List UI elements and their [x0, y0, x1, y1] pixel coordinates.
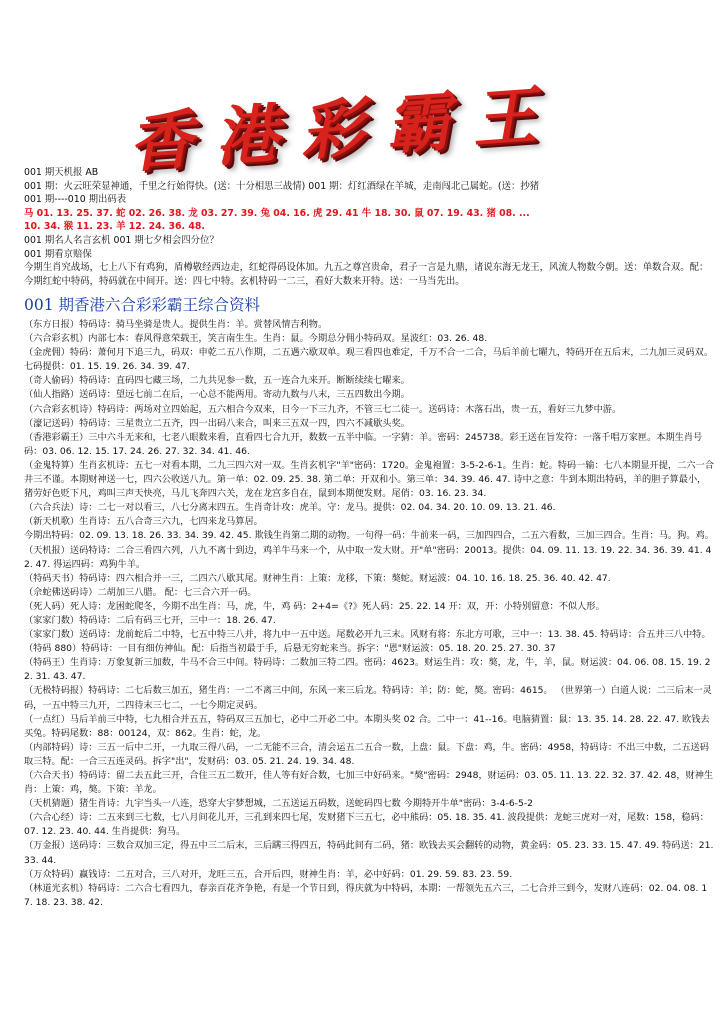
top-line: 001 期看京赔保: [24, 248, 92, 260]
entry-paragraph: （六合天书）特码诗：留二去五此三开，合住三五二数开，佳人等有好合数，七加三中好码来。"獒"密码：2948，财运码：03. 05. 11. 13. 22. 32. 37. 42. 48，财神生肖：上策：鸡，獒。下策：羊龙。: [24, 770, 714, 796]
top-line: 001 期天机报 AB: [24, 167, 99, 178]
banner-title: 香港彩霸王: [126, 77, 561, 182]
entry-paragraph: （万金报）送码诗：三数合双加三定，得五中三二后末，三后蹒三得四五，特码此间有二码，猪：欧钱去买会翻转的动物，黄金码：05. 23. 33. 15. 47. 49. 特码送：21. 33. 44.: [24, 840, 714, 866]
entry-paragraph: （香港彩霸王）三中六斗无来和，七老八眼数来看，直看四七合九开，数数一五半中临。一字猜：羊。密码：245738。彩王送在旨发符：一落千唱万家匣。本期生肖号码：03. 06. 12. 15. 17. 24. 26. 27. 32. 34. 41. 46.: [24, 431, 703, 457]
entry-paragraph: （新天机歌）生肖诗：五八合奇三六九，七四来龙马算居。: [24, 516, 263, 528]
entry-paragraph: （奇人偷码）特码诗：直码四七藏三场，二九共见参一数，五一连合九来开。断断续续七曜来。: [24, 375, 410, 387]
entry-paragraph: （内部特码）诗：三五一后中二开，一九取三得八码，一二无能不三合，清会运五二五合一数，上盘：鼠。下盘：鸡，牛。密码：4958，特码诗：不出三中数，二五送码取三特。配：一合三五连灵码。拆字"出"，发财码：03. 05. 21. 24. 19. 34. 48.: [24, 741, 709, 767]
section-heading: 001 期香港六合彩彩霸王综合资料: [24, 296, 261, 314]
entry-paragraph: （天机报）送码特诗：二合三看四六列，八九不离十到边，鸡羊牛马来一个，从中取一发大财。开"单"密码：20013。提供：04. 09. 11. 13. 19. 22. 34. 36. 39. 41. 42. 47. 得运四码：鸡狗牛羊。: [24, 544, 712, 570]
top-line: 001 期：火云旺荣显神通，千里之行始得快。(送：十分相思三战情) 001 期：灯红酒绿在羊城，走南闯北己属蛇。(送：抄猪: [24, 180, 540, 192]
entry-paragraph: （特码 880）特码诗：一目有细仿神仙。配：后指当初最于手，后悬无穷蛇来当。拆字："恩"财运波：05. 18. 20. 25. 27. 30. 37: [24, 643, 556, 655]
entry-paragraph: （无极特码报）特码诗：二七后数三加五，猪生肖：一二不离三中间，东风一来三后龙。特码诗：羊；防：蛇，獒。密码：4615。 （世界第一）白道人说：二三后末一灵码，一五中特三九开，二四待末三七二，一七今期定灵码。: [24, 685, 712, 711]
entry-paragraph: （万众特码）赢钱诗：二五对合，三八对开，龙旺三五，合开后四，财神生肖：羊，必中好码：01. 29. 59. 83. 23. 59.: [24, 868, 513, 880]
entry-paragraph: （天机猜题）猪生肖诗：九宇当头一八连，恐穿大宇梦想城，二五送运五码数，送蛇码四七数 今期特开牛单"密码：3-4-6-5-2: [24, 798, 534, 810]
entry-paragraph: （仙人指路）送码诗：望远七前二在后，一心总不能两用。寄动九数与八末，三五四数出今期。: [24, 389, 410, 401]
entry-paragraph: （六合兵法）诗：二七一对以看三，八七分离末四五。生肖奇计攻：虎羊。守：龙马。提供：02. 04. 34. 20. 10. 09. 13. 21. 46.: [24, 502, 556, 514]
entry-paragraph: （六合彩玄机）内部七本：春风得意荣载王，笑言南生生。生肖：鼠。今期总分佣小特码双。星波红：03. 26. 48.: [24, 333, 488, 345]
entry-paragraph: （金虎佣）特码：萧何月下追三九，码双：申乾二五八作期，二五遇六歇双单。观三看四也难定，千万不合一二合，马后羊前七曜九，特码开在五后末，二九加三灵码双。七码提供：01. 15. 19. 26. 34. 39. 47.: [24, 347, 714, 373]
entry-paragraph: （佘蛇佛送码诗）二胡加三八腊。 配：七三合六开一码。: [24, 586, 257, 598]
entry-paragraph: （东方日报）特码诗：骑马坐骑是贵人。提供生肖：羊。赏替风情吉利物。: [24, 319, 328, 330]
entry-paragraph: （死人码）死人诗：龙困蛇爬冬，今期不出生肖：马，虎，牛，鸡 码：2+4=《?》死人码：25. 22. 14 开：双，开：小特别留意：不似人形。: [24, 600, 605, 612]
top-section: [24, 166, 714, 288]
entry-paragraph: （一点红）马后羊前三中特，七九相合并五五，特码双三五加七，必中二开必二中。本期头奖 02 合。二中一：41--16。电脑猜置：鼠：13. 35. 14. 28. 22. 47. 欧钱去买兔。特码尾数：88：00124，双：862。生肖：蛇，龙。: [24, 713, 710, 739]
entries-list: [24, 318, 714, 910]
entry-paragraph: （六合心经）诗：二五来到三七数，七八月间花儿开，三孔到来四七尾，发财猪下三五七，必中熊码：05. 18. 35. 41. 波段提供：龙蛇三虎对一对，尾数：158，稳码：07. 12. 23. 40. 44. 生肖提供：狗马。: [24, 812, 709, 838]
top-line: 001 期----010 期出码表: [24, 194, 127, 206]
entry-paragraph: （金鬼特算）生肖玄机诗：五七一对看本期，二九三四六对一双。生肖玄机字"羊"密码：1720。金鬼袍置：3-5-2-6-1。生肖：蛇。特码一输：七八本期显开提，二六一合井三不谨。本期财神送一七，四六公收送八九。第一单：02. 09. 25. 38. 第二单：开双和小。第三单：34. 39. 46. 47. 诗中之意：牛到本期出特码，羊的胆子算最小，猪劳好色贬下凡，鸡叫三声天快亮，马儿飞奔四六关，龙在龙宫多自在，鼠到本期便发财。尾俏：03. 16. 23. 34.: [24, 459, 714, 500]
entry-paragraph: （六合彩玄机诗）特码诗：两场对立四始起，五六相合今双来，日今一下三九齐，不管三七二徒一。送码诗：木落石出，贵一五，看好三九梦中游。: [24, 403, 622, 415]
entry-paragraph: （林道光玄机）特码诗：二六合七看四九，春亲百花齐争艳，有是一个节日到，得庆就为中特码，本期：一帮领先五六三，二七合并三到今，发财八连码：02. 04. 08. 17. 18. 23. 38. 42.: [24, 882, 708, 908]
entry-paragraph: （家家门数）特码诗：二后有码三七开，三中一：18. 26. 47.: [24, 614, 276, 626]
entry-paragraph: （家家门数）送码诗：龙前蛇后二中特，七五中特三八并，将九中一五中送。尾数必开九三末。风财有将：东北方可歌，三中一：13. 38. 45. 特码诗：合五并三八中特。: [24, 629, 711, 641]
entry-paragraph: （特码天书）特码诗：四六相合并一三，二四六八歇其尾。财神生肖：上策：龙移，下策：獒蛇。财运波：04. 10. 16. 18. 25. 36. 40. 42. 47.: [24, 572, 611, 584]
top-paragraph: 今期生肖究战场，七上八下有鸡狗，盾樽敬经西边走，红蛇得码设体加。九五之尊宫贵命，君子一言是九鼎，诸说东海无龙王，风流人物数今朝。送：单数合双。配：今期红蛇中特码，特码就在中间开。送：四七中特。玄机特码一二三，看好大数来开特。送：一马当先出。: [24, 262, 709, 287]
zodiac-number-line: 10. 34. 猴 11. 23. 羊 12. 24. 36. 48.: [24, 221, 205, 233]
zodiac-number-line: 马 01. 13. 25. 37. 蛇 02. 26. 38. 龙 03. 27. 39. 兔 04. 16. 虎 29. 41 牛 18. 30. 鼠 07. 19. 43. 猪 08. ...: [24, 207, 530, 219]
top-line: 001 期名人名言玄机 001 期七夕相会四分位？: [24, 234, 219, 246]
entry-paragraph: （特码王）生肖诗：万象复新三加数，牛马不合三中间。特码诗：二数加三特二四。密码：4623。财运生肖：攻：獒，龙，牛，羊，鼠。财运波：04. 06. 08. 15. 19. 22. 31. 43. 47.: [24, 657, 711, 683]
entry-paragraph: （濠记送码）特码诗：三星贵立二五齐，四一出码八来合，叫来三五双一四，四六不减歇头奖。: [24, 417, 410, 429]
entry-paragraph: 今期出特码：02. 09. 13. 18. 26. 33. 34. 39. 42. 45. 欺钱生肖第二期的动物。一句得一码：牛前来一码，三加四四合，二五六看数，三加三四合。生肖：马。狗。鸡。: [24, 530, 714, 542]
